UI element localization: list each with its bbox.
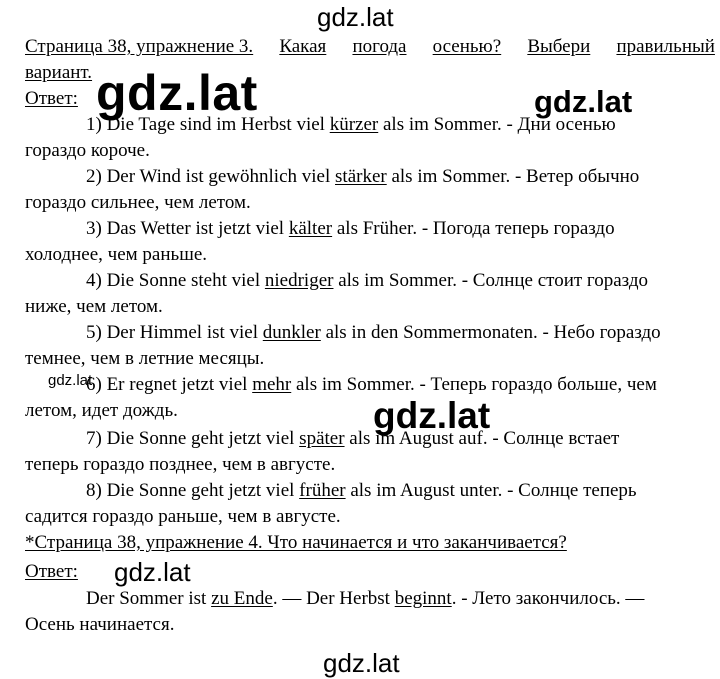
answer-item-7 bbox=[86, 428, 619, 450]
exercise-4-heading: *Страница 38, упражнение 4. Что начинается и что заканчивается? bbox=[25, 532, 567, 553]
answer-item-5 bbox=[86, 322, 661, 344]
watermark-small: gdz.lat bbox=[48, 372, 93, 389]
item-answer-word: kälter bbox=[288, 218, 333, 239]
item-text-pre: 5) Der Himmel ist viel bbox=[86, 322, 263, 343]
heading-part: Какая bbox=[279, 36, 327, 57]
answer-text-mid: . — Der Herbst bbox=[272, 588, 395, 609]
answer-item-6-cont: летом, идет дождь. bbox=[25, 400, 178, 421]
answer-item-5-cont: темнее, чем в летние месяцы. bbox=[25, 348, 265, 369]
heading-part: правильный bbox=[616, 36, 715, 57]
answer-item-8 bbox=[86, 480, 637, 502]
answer-item-2 bbox=[86, 166, 639, 188]
item-answer-word: später bbox=[299, 428, 345, 449]
item-text-pre: 2) Der Wind ist gewöhnlich viel bbox=[86, 166, 336, 187]
answer-text-post: . - Лето закончилось. — bbox=[451, 588, 645, 609]
item-answer-word: dunkler bbox=[262, 322, 321, 343]
item-text-post: als in den Sommermonaten. - Небо гораздо bbox=[320, 322, 661, 343]
answer-item-3-cont: холоднее, чем раньше. bbox=[25, 244, 208, 265]
exercise-4-answer-cont: Осень начинается. bbox=[25, 614, 175, 635]
item-text-pre: 6) Er regnet jetzt viel bbox=[86, 374, 253, 395]
item-answer-word: früher bbox=[299, 480, 346, 501]
item-text-post: als im August unter. - Солнце теперь bbox=[345, 480, 637, 501]
item-text-post: als im Sommer. - Дни осенью bbox=[378, 114, 616, 135]
exercise-3-heading-cont: вариант. bbox=[25, 62, 93, 83]
heading-part: осенью? bbox=[432, 36, 502, 57]
watermark-bottom: gdz.lat bbox=[323, 648, 400, 678]
item-text-post: als im August auf. - Солнце встает bbox=[344, 428, 620, 449]
item-answer-word: niedriger bbox=[264, 270, 334, 291]
item-answer-word: kürzer bbox=[329, 114, 379, 135]
heading-part: Страница 38, упражнение 3. bbox=[25, 36, 254, 57]
answer-item-4 bbox=[86, 270, 648, 292]
watermark-big: gdz.lat bbox=[96, 65, 258, 121]
watermark-top: gdz.lat bbox=[317, 2, 394, 32]
item-text-post: als im Sommer. - Солнце стоит гораздо bbox=[333, 270, 649, 291]
answer-item-1 bbox=[86, 114, 616, 136]
answer-item-2-cont: гораздо сильнее, чем летом. bbox=[25, 192, 251, 213]
item-answer-word: stärker bbox=[335, 166, 387, 187]
item-text-post: als im Sommer. - Теперь гораздо больше, чем bbox=[291, 374, 657, 395]
answer-item-1-cont: гораздо короче. bbox=[25, 140, 150, 161]
exercise-3-heading bbox=[25, 36, 715, 58]
answer-item-4-cont: ниже, чем летом. bbox=[25, 296, 163, 317]
answer-text-pre: Der Sommer ist bbox=[86, 588, 212, 609]
watermark-mid: gdz.lat bbox=[373, 395, 491, 436]
watermark-answer2: gdz.lat bbox=[114, 557, 191, 587]
answer-word-1: zu Ende bbox=[211, 588, 273, 609]
exercise-4-answer-label: Ответ: bbox=[25, 561, 78, 582]
answer-word-2: beginnt bbox=[394, 588, 452, 609]
item-answer-word: mehr bbox=[252, 374, 292, 395]
answer-item-6 bbox=[86, 374, 657, 396]
item-text-pre: 1) Die Tage sind im Herbst viel bbox=[86, 114, 330, 135]
watermark-right: gdz.lat bbox=[534, 84, 633, 119]
heading-part: Выбери bbox=[527, 36, 591, 57]
exercise-3-answer-label: Ответ: bbox=[25, 88, 78, 109]
answer-item-3 bbox=[86, 218, 615, 240]
item-text-post: als im Sommer. - Ветер обычно bbox=[386, 166, 640, 187]
heading-part: погода bbox=[352, 36, 407, 57]
answer-item-7-cont: теперь гораздо позднее, чем в августе. bbox=[25, 454, 336, 475]
exercise-4-answer bbox=[86, 588, 644, 610]
item-text-pre: 3) Das Wetter ist jetzt viel bbox=[86, 218, 289, 239]
item-text-post: als Früher. - Погода теперь гораздо bbox=[332, 218, 615, 239]
item-text-pre: 8) Die Sonne geht jetzt viel bbox=[86, 480, 300, 501]
answer-item-8-cont: садится гораздо раньше, чем в августе. bbox=[25, 506, 341, 527]
item-text-pre: 7) Die Sonne geht jetzt viel bbox=[86, 428, 300, 449]
item-text-pre: 4) Die Sonne steht viel bbox=[86, 270, 265, 291]
